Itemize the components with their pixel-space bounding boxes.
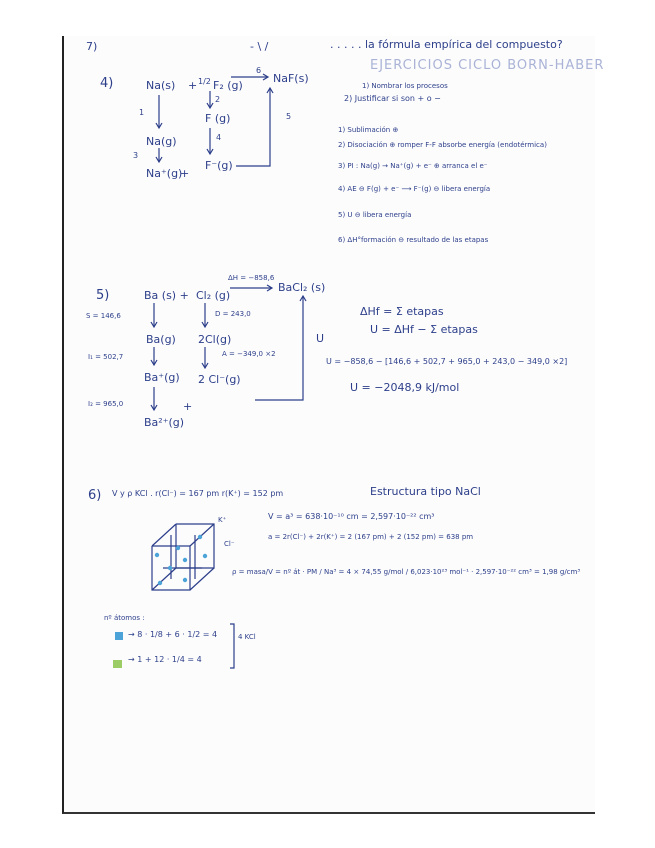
kcl-count: 4 KCl xyxy=(238,633,256,641)
equation-result: U = −2048,9 kJ/mol xyxy=(350,381,460,394)
heading-fragment: - \ / xyxy=(250,40,269,53)
equation-sum: ΔHf = Σ etapas xyxy=(360,305,444,318)
na-ion: Na⁺(g) xyxy=(146,167,183,180)
plus-sign: + xyxy=(188,79,198,92)
first-ionization-value: I₁ = 502,7 xyxy=(88,353,124,361)
step-list-1: 1) Sublimación ⊕ xyxy=(338,126,399,134)
second-ionization-value: I₂ = 965,0 xyxy=(88,400,124,408)
reactant-f2: F₂ (g) xyxy=(213,79,243,92)
bacl2-product: BaCl₂ (s) xyxy=(278,281,326,294)
problem-5-number: 5) xyxy=(96,288,110,303)
plus-sign-3: + xyxy=(183,400,193,413)
atoms-count-green: → 1 + 12 · 1/4 = 4 xyxy=(128,655,202,664)
problem-6-number: 6) xyxy=(88,488,102,503)
electron-affinity-value: A = −349,0 ×2 xyxy=(222,350,276,358)
step-6-label: 6 xyxy=(256,66,262,75)
cl2-gas: Cl₂ (g) xyxy=(196,289,231,302)
edge-length-equation: a = 2r(Cl⁻) + 2r(K⁺) = 2 (167 pm) + 2 (152 pm) = 638 pm xyxy=(268,533,474,541)
dissociation-value: D = 243,0 xyxy=(215,310,251,318)
na-gas: Na(g) xyxy=(146,135,177,148)
note-1: 1) Nombrar los procesos xyxy=(362,82,448,90)
f-gas: F (g) xyxy=(205,112,231,125)
volume-equation: V = a³ = 638·10⁻¹⁰ cm = 2,597·10⁻²² cm³ xyxy=(268,512,435,521)
enthalpy-label: ΔH = −858,6 xyxy=(228,274,275,282)
plus-sign-2: + xyxy=(180,167,190,180)
ba-solid: Ba (s) + xyxy=(144,289,189,302)
step-1-label: 1 xyxy=(139,108,145,117)
step-4-label: 4 xyxy=(216,133,222,142)
f-ion: F⁻(g) xyxy=(205,159,233,172)
reactant-na-solid: Na(s) xyxy=(146,79,176,92)
step-list-4: 4) AE ⊖ F(g) + e⁻ ⟶ F⁻(g) ⊖ libera energía xyxy=(338,185,491,193)
equation-substitution: U = −858,6 − [146,6 + 502,7 + 965,0 + 243,0 − 349,0 ×2] xyxy=(326,357,568,366)
faded-page-title: EJERCICIOS CICLO BORN-HABER xyxy=(370,58,605,73)
ba-gas: Ba(g) xyxy=(146,333,176,346)
step-5-label: 5 xyxy=(286,112,292,121)
two-cl-ion: 2 Cl⁻(g) xyxy=(198,373,241,386)
lattice-energy-label: U xyxy=(316,332,325,345)
note-2: 2) Justificar si son + o − xyxy=(344,94,441,103)
problem-7-number: 7) xyxy=(86,40,98,53)
ba-ion-1: Ba⁺(g) xyxy=(144,371,180,384)
k-ion-label: K⁺ xyxy=(218,516,227,524)
cl-ion-label: Cl⁻ xyxy=(224,540,235,548)
step-list-3: 3) PI : Na(g) → Na⁺(g) + e⁻ ⊕ arranca el e⁻ xyxy=(338,162,488,170)
ba-ion-2: Ba²⁺(g) xyxy=(144,416,185,429)
step-list-6: 6) ΔH°formación ⊖ resultado de las etapas xyxy=(338,236,489,244)
step-list-5: 5) U ⊖ libera energía xyxy=(338,211,412,219)
half-coefficient: 1/2 xyxy=(198,77,211,86)
density-equation: ρ = masa/V = nº át · PM / Na³ = 4 × 74,55 g/mol / 6,023·10²³ mol⁻¹ · 2,597·10⁻²² cm³ = 1,98 g/cm³ xyxy=(232,568,581,576)
atoms-count-blue: → 8 · 1/8 + 6 · 1/2 = 4 xyxy=(128,630,218,639)
question-text: . . . . . la fórmula empírica del compuesto? xyxy=(330,38,563,51)
step-list-2: 2) Disociación ⊕ romper F-F absorbe energía (endotérmica) xyxy=(338,141,547,149)
problem-6-heading: V y ρ KCl . r(Cl⁻) = 167 pm r(K⁺) = 152 pm xyxy=(112,489,284,498)
sublimation-value: S = 146,6 xyxy=(86,312,121,320)
two-cl-gas: 2Cl(g) xyxy=(198,333,232,346)
problem-4-number: 4) xyxy=(100,76,114,91)
step-2-label: 2 xyxy=(215,95,221,104)
atoms-count-title: nº átomos : xyxy=(104,614,145,622)
equation-u: U = ΔHf − Σ etapas xyxy=(370,323,478,336)
step-3-label: 3 xyxy=(133,151,139,160)
structure-type: Estructura tipo NaCl xyxy=(370,485,481,498)
product-naf: NaF(s) xyxy=(273,72,309,85)
